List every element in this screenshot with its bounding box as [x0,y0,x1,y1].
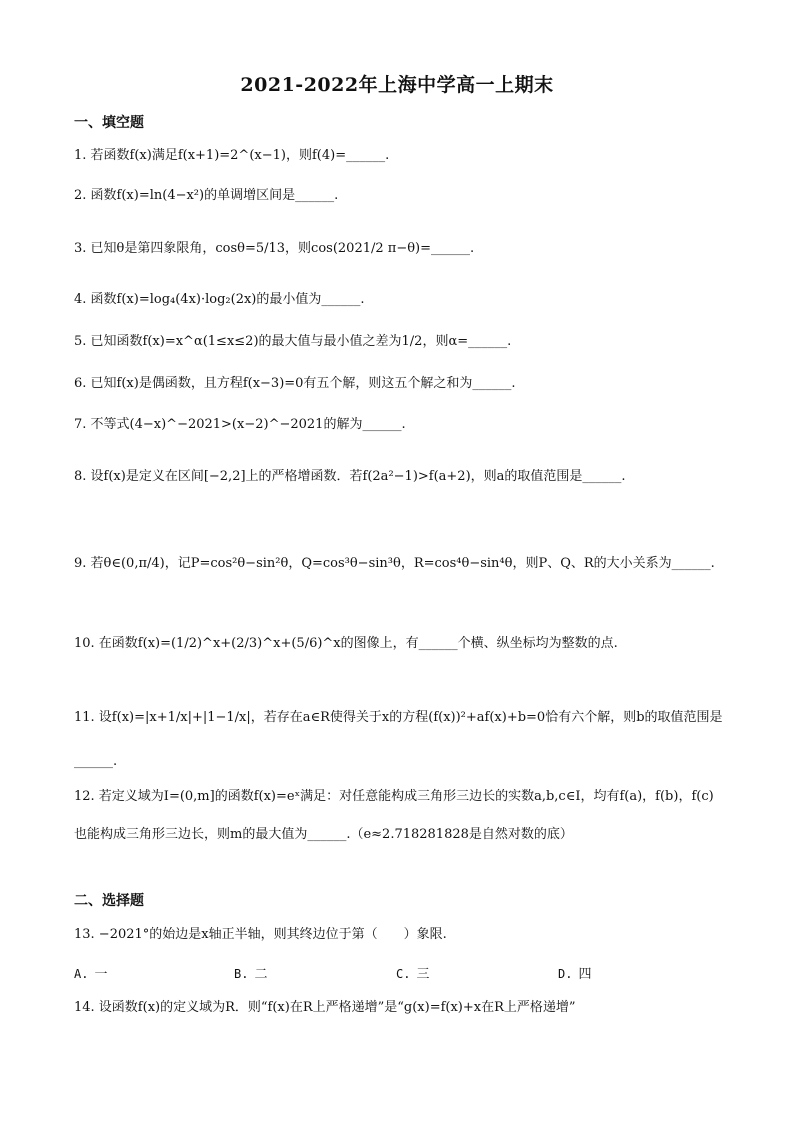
section-heading-choice: 二、选择题 [74,893,144,909]
section-heading-fill: 一、填空题 [74,115,144,131]
question-11: 11. 设f(x)=|x+1/x|+|1−1/x|，若存在a∈R使得关于x的方程(f(x))²+af(x)+b=0恰有六个解，则b的取值范围是______. [74,710,723,769]
question-1: 1. 若函数f(x)满足f(x+1)=2^(x−1)，则f(4)=______. [74,148,390,163]
option-a: A. 一 [74,967,108,982]
q13-options [74,963,724,983]
question-8: 8. 设f(x)是定义在区间[−2,2]上的严格增函数．若f(2a²−1)>f(a+2)，则a的取值范围是______. [74,469,626,484]
question-10: 10. 在函数f(x)=(1/2)^x+(2/3)^x+(5/6)^x的图像上，有______个横、纵坐标均为整数的点. [74,636,618,651]
question-7: 7. 不等式(4−x)^−2021>(x−2)^−2021的解为______. [74,417,406,432]
question-4: 4. 函数f(x)=log₄(4x)·log₂(2x)的最小值为______. [74,292,365,307]
question-3: 3. 已知θ是第四象限角，cosθ=5/13，则cos(2021/2 π−θ)=______. [74,241,475,256]
question-5: 5. 已知函数f(x)=x^α(1≤x≤2)的最大值与最小值之差为1/2，则α=______. [74,334,512,349]
question-14: 14. 设函数f(x)的定义域为R．则“f(x)在R上严格递增”是“g(x)=f(x)+x在R上严格递增” [74,1000,576,1015]
option-c: C. 三 [396,967,430,982]
question-2: 2. 函数f(x)=ln(4−x²)的单调增区间是______. [74,188,339,203]
question-9: 9. 若θ∈(0,π/4)，记P=cos²θ−sin²θ，Q=cos³θ−sin³θ，R=cos⁴θ−sin⁴θ，则P、Q、R的大小关系为______. [74,556,715,571]
question-6: 6. 已知f(x)是偶函数，且方程f(x−3)=0有五个解，则这五个解之和为______. [74,376,516,391]
question-12: 12. 若定义域为I=(0,m]的函数f(x)=eˣ满足：对任意能构成三角形三边长的实数a,b,c∈I，均有f(a)，f(b)，f(c)也能构成三角形三边长，则m的最大值为______.（e≈2.718281828是自然对数的底） [74,789,714,842]
option-d: D. 四 [558,967,592,982]
option-b: B. 二 [234,967,268,982]
question-13: 13. −2021°的始边是x轴正半轴，则其终边位于第（ ）象限. [74,927,447,942]
page-title: 2021-2022年上海中学高一上期末 [240,74,554,96]
